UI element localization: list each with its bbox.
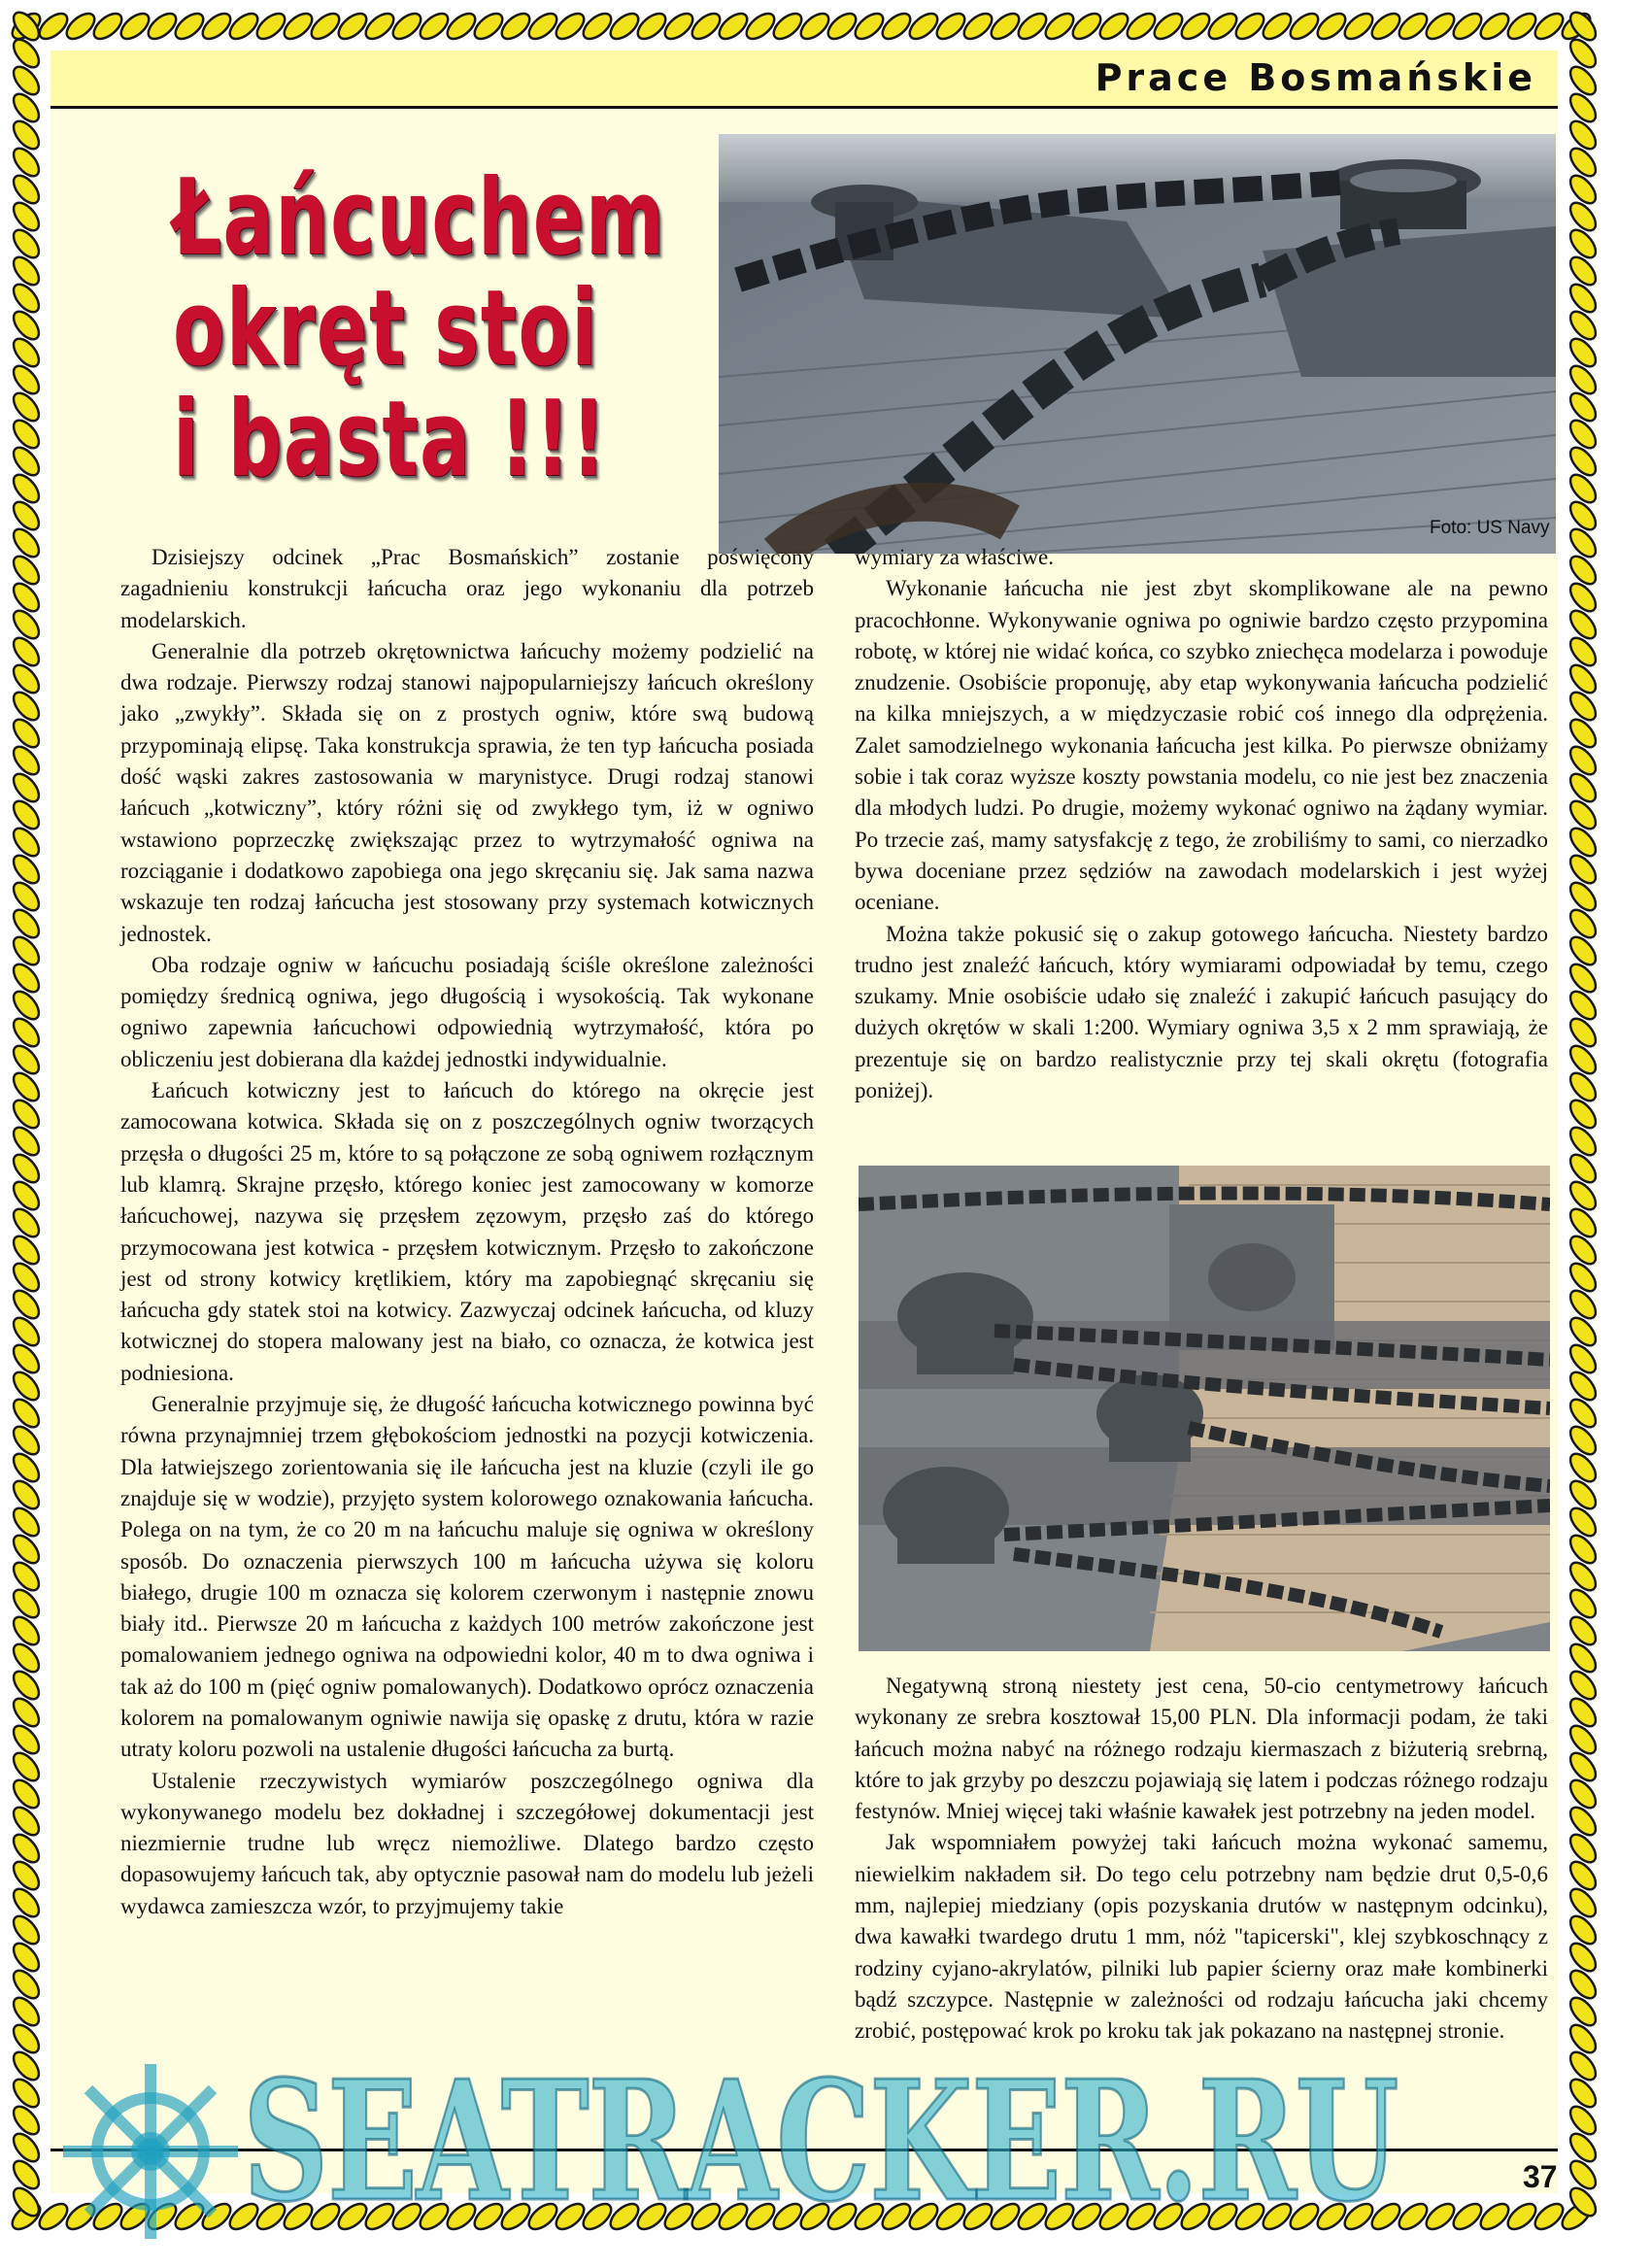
right-column-bottom — [855, 1671, 1548, 2048]
body-paragraph: Łańcuch kotwiczny jest to łańcuch do którego na okręcie jest zamocowana kotwica. Składa się on z poszczególnych ogniw tworzących przęsła o długości 25 m, które to są połączone ze sobą ogniwem rozłącznym lub klamrą. Skrajne przęsło, którego koniec jest zamocowany w komorze łańcuchowej, nazywa się przęsłem zęzowym, przęsło zaś do którego przymocowana jest kotwica - przęsłem kotwicznym. Przęsło to zakończone jest od strony kotwicy krętlikiem, który ma zapobiegnąć skręcaniu się łańcucha gdy statek stoi na kotwicy. Zazwyczaj odcinek łańcucha, od kluzy kotwicznej do stopera malowany jest na biało, co oznacza, że kotwica jest podniesiona. — [120, 1078, 814, 1385]
watermark: SEATRACKER.RU — [243, 2045, 1398, 2239]
deck-chain-photo — [719, 134, 1556, 554]
model-chain-photo — [859, 1166, 1550, 1651]
photo-credit: Foto: US Navy — [1430, 518, 1550, 538]
right-column-top — [855, 542, 1548, 1106]
body-paragraph: Ustalenie rzeczywistych wymiarów poszczególnego ogniwa dla wykonywanego modelu bez dokładnej i szczegółowej dokumentacji jest niezmiernie trudne lub wręcz niemożliwe. Dlatego bardzo często dopasowujemy łańcuch tak, aby optycznie pasował nam do modelu lub jeżeli wydawca zamieszcza wzór, to przyjmujemy takie — [120, 1768, 814, 1918]
body-paragraph: Jak wspomniałem powyżej taki łańcuch można wykonać samemu, niewielkim nakładem sił. Do tego celu potrzebny nam będzie drut 0,5-0,6 mm, najlepiej miedziany (opis pozyskania drutów w następnym odcinku), dwa kawałki twardego drutu 1 mm, nóż "tapicerski", klej szybkoschnący z rodziny cyjano-akrylatów, pilniki lub papier ścierny oraz małe kombinerki bądź szczypce. Następnie w zależności od rodzaju łańcucha jaki chcemy zrobić, postępować krok po kroku tak jak pokazano na następnej stronie. — [855, 1830, 1548, 2044]
body-paragraph: Można także pokusić się o zakup gotowego łańcucha. Niestety bardzo trudno jest znaleźć łańcuch, który wymiarami odpowiadał by temu, czego szukamy. Mnie osobiście udało się znaleźć i zakupić łańcuch pasujący do dużych okrętów w skali 1:200. Wymiary ogniwa 3,5 x 2 mm sprawiają, że prezentuje się on bardzo realistycznie przy tej skali okrętu (fotografia poniżej). — [855, 921, 1548, 1103]
body-paragraph: wymiary za właściwe. — [855, 545, 1055, 569]
left-column — [120, 542, 814, 1922]
body-paragraph: Negatywną stroną niestety jest cena, 50-cio centymetrowy łańcuch wykonany ze srebra kosztował 15,00 PLN. Dla informacji podam, że taki łańcuch można nabyć na różnego rodzaju kiermaszach z biżuterią srebrną, które to jak grzyby po deszczu pojawiają się latem i podczas różnego rodzaju festynów. Mniej więcej taki właśnie kawałek jest potrzebny na jeden model. — [855, 1674, 1548, 1824]
section-title: Prace Bosmańskie — [1095, 56, 1536, 99]
body-paragraph: Generalnie przyjmuje się, że długość łańcucha kotwicznego powinna być równa przynajmniej trzem głębokościom jednostki na pozycji kotwiczenia. Dla łatwiejszego zorientowania się ile łańcucha jest na kluzie (czyli ile go znajduje się w wodzie), przyjęto system kolorowego oznakowania łańcucha. Polega on na tym, że co 20 m na łańcuchu maluje się ogniwa w określony sposób. Do oznaczenia pierwszych 100 m łańcucha używa się koloru białego, drugie 100 m oznacza się kolorem czerwonym i następnie znowu biały itd.. Pierwsze 20 m łańcucha z każdych 100 metrów zakończone jest pomalowaniem jednego ogniwa na odpowiedni kolor, 40 m to dwa ogniwa i tak aż do 100 m (pięć ogniw pomalowanych). Dodatkowo oprócz oznaczenia kolorem na pomalowanym ogniwie nawija się opaskę z drutu, która w razie utraty koloru pozwoli na ustalenie długości łańcucha za burtą. — [120, 1392, 814, 1762]
headline — [173, 157, 666, 500]
section-header — [51, 51, 1558, 109]
body-paragraph: Oba rodzaje ogniw w łańcuchu posiadają ściśle określone zależności pomiędzy średnicą ogniwa, jego długością i wysokością. Tak wykonane ogniwo zapewnia łańcuchowi odpowiednią wytrzymałość, która po obliczeniu jest dobierana dla każdej jednostki indywidualnie. — [120, 952, 814, 1071]
body-paragraph: Wykonanie łańcucha nie jest zbyt skomplikowane ale na pewno pracochłonne. Wykonywanie ogniwa po ogniwie bardzo często przypomina robotę, w której nie widać końca, co szybko zniechęca modelarza i powoduje znudzenie. Osobiście proponuję, aby etap wykonywania łańcucha podzielić na kilka mniejszych, a w międzyczasie robić coś innego dla odprężenia. Zalet samodzielnego wykonania łańcucha jest kilka. Po pierwsze obniżamy sobie i tak coraz wyższe koszty powstania modelu, co nie jest bez znaczenia dla młodych ludzi. Po drugie, możemy wykonać ogniwo na żądany wymiar. Po trzecie zaś, mamy satysfakcję z tego, że zrobiliśmy to sami, co nierzadko bywa doceniane przez sędziów na zawodach modelarskich i jest wyżej oceniane. — [855, 576, 1548, 915]
headline-line-2: okręt stoi — [173, 268, 599, 389]
headline-line-3: i basta !!! — [173, 379, 608, 500]
body-paragraph: Dzisiejszy odcinek „Prac Bosmańskich” zostanie poświęcony zagadnieniu konstrukcji łańcucha oraz jego wykonaniu dla potrzeb modelarskich. — [120, 545, 814, 632]
page-number: 37 — [1523, 2159, 1558, 2194]
headline-line-1: Łańcuchem — [173, 157, 666, 279]
ship-wheel-icon — [58, 2059, 243, 2244]
body-paragraph: Generalnie dla potrzeb okrętownictwa łańcuchy możemy podzielić na dwa rodzaje. Pierwszy rodzaj stanowi najpopularniejszy łańcuch określony jako „zwykły”. Składa się on z prostych ogniw, które swą budową przypominają elipsę. Taka konstrukcja sprawia, że ten typ łańcucha posiada dość wąski zakres zastosowania w marynistyce. Drugi rodzaj stanowi łańcuch „kotwiczny”, który różni się od zwykłego tym, iż w ogniwo wstawiono poprzeczkę zwiększając przez to wytrzymałość ogniwa na rozciąganie i dodatkowo zapobiega ona jego skręcaniu się. Jak sama nazwa wskazuje ten rodzaj łańcucha jest stosowany przy systemach kotwicznych jednostek. — [120, 638, 814, 946]
